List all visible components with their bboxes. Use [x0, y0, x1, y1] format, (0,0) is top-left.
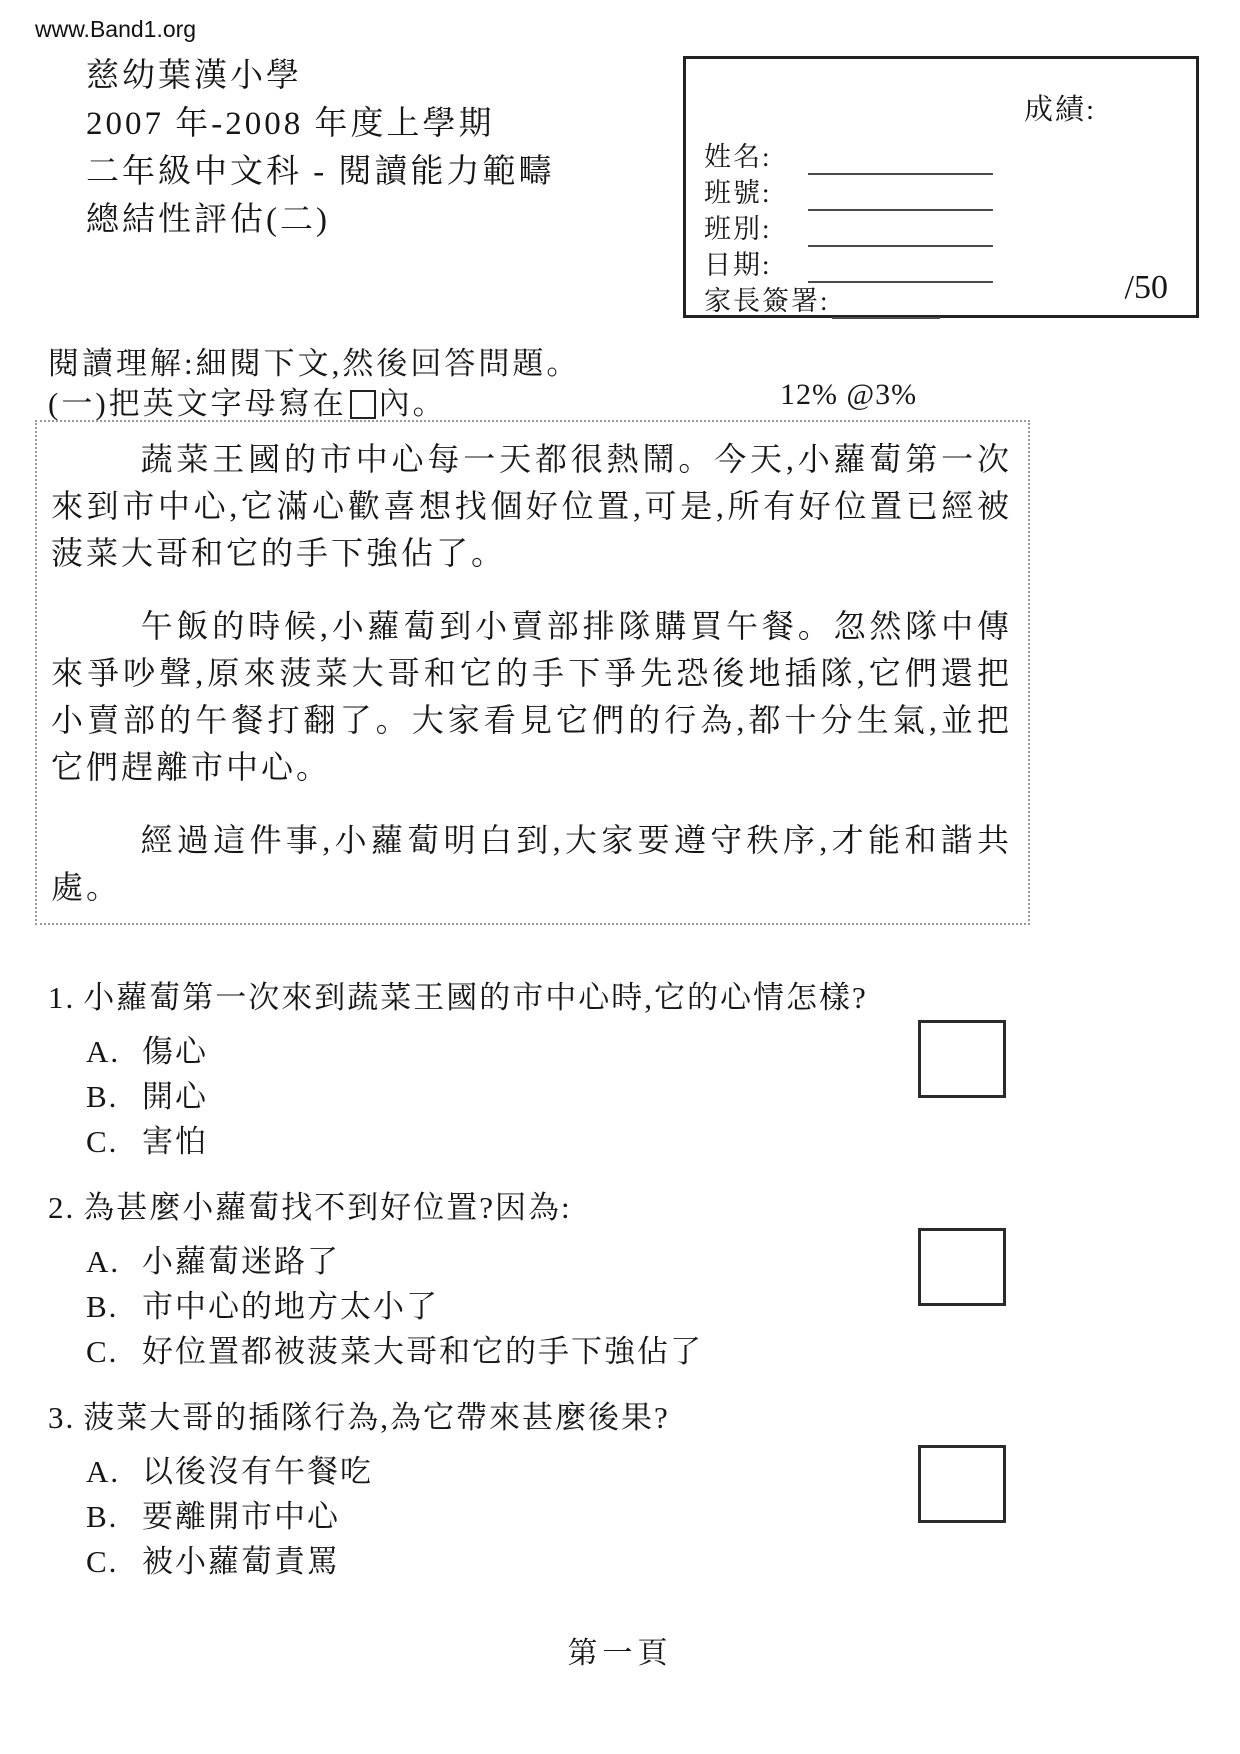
option-row [86, 1284, 1058, 1329]
option-row [86, 1494, 1058, 1539]
signature-label: 家長簽署: [704, 286, 830, 316]
reading-passage-box [35, 420, 1030, 925]
question-3 [48, 1392, 1058, 1584]
option-text: 害怕 [142, 1124, 208, 1159]
option-row [86, 1029, 1058, 1074]
passage-paragraph: 蔬菜王國的市中心每一天都很熱鬧。今天,小蘿蔔第一次來到市中心,它滿心歡喜想找個好位置,可是,所有好位置已經被菠菜大哥和它的手下強佔了。 [51, 441, 1012, 571]
question-3-options [86, 1449, 1058, 1584]
watermark: www.Band1.org [35, 16, 197, 42]
option-row [86, 1449, 1058, 1494]
field-row-date [704, 247, 1182, 283]
option-text: 傷心 [142, 1034, 208, 1069]
option-letter: A. [86, 1034, 121, 1069]
question-3-answer-box [918, 1445, 1006, 1523]
class-blank-line [808, 217, 993, 247]
info-rows [704, 139, 1182, 319]
exam-subject: 二年級中文科 - 閱讀能力範疇 [86, 154, 555, 190]
option-row [86, 1539, 1058, 1584]
option-text: 被小蘿蔔責罵 [142, 1544, 340, 1579]
option-text: 以後沒有午餐吃 [142, 1454, 373, 1489]
question-1-number: 1. [48, 980, 76, 1015]
option-letter: A. [86, 1244, 121, 1279]
option-row [86, 1119, 1058, 1164]
exam-header [86, 52, 555, 244]
student-info-box [683, 56, 1199, 318]
section-instruction-prefix: (一)把英文字母寫在 [48, 386, 347, 421]
school-name: 慈幼葉漢小學 [86, 58, 302, 94]
question-1-options [86, 1029, 1058, 1164]
field-row-name [704, 139, 1182, 175]
option-row [86, 1074, 1058, 1119]
option-letter: C. [86, 1544, 119, 1579]
question-2 [48, 1182, 1058, 1374]
option-letter: C. [86, 1334, 119, 1369]
option-row [86, 1239, 1058, 1284]
question-3-text: 菠菜大哥的插隊行為,為它帶來甚麼後果? [83, 1400, 670, 1435]
question-2-number: 2. [48, 1190, 76, 1225]
class-no-blank-line [808, 181, 993, 211]
name-label: 姓名: [704, 142, 772, 172]
question-1-line [48, 972, 1058, 1017]
field-row-class-no [704, 175, 1182, 211]
exam-year: 2007 年-2008 年度上學期 [86, 106, 495, 142]
option-text: 市中心的地方太小了 [142, 1289, 439, 1324]
passage-paragraph: 經過這件事,小蘿蔔明白到,大家要遵守秩序,才能和諧共處。 [51, 822, 1012, 905]
passage-paragraph: 午飯的時候,小蘿蔔到小賣部排隊購買午餐。忽然隊中傳來爭吵聲,原來菠菜大哥和它的手下爭先恐後地插隊,它們還把小賣部的午餐打翻了。大家看見它們的行為,都十分生氣,並把它們趕離市中心。 [51, 608, 1012, 785]
option-text: 小蘿蔔迷路了 [142, 1244, 340, 1279]
date-blank-line [808, 253, 993, 283]
question-2-options [86, 1239, 1058, 1374]
question-2-answer-box [918, 1228, 1006, 1306]
section-instruction-suffix: 內。 [378, 386, 447, 421]
option-letter: B. [86, 1289, 119, 1324]
option-text: 好位置都被菠菜大哥和它的手下強佔了 [142, 1334, 703, 1369]
question-2-line [48, 1182, 1058, 1227]
instruction-heading: 閱讀理解:細閱下文,然後回答問題。 [48, 346, 581, 381]
option-text: 開心 [142, 1079, 208, 1114]
name-blank-line [808, 145, 993, 175]
question-3-number: 3. [48, 1400, 76, 1435]
field-row-signature [704, 283, 1182, 319]
question-1 [48, 972, 1058, 1164]
option-letter: C. [86, 1124, 119, 1159]
marks-weight: 12% @3% [780, 378, 918, 411]
option-letter: A. [86, 1454, 121, 1489]
option-text: 要離開市中心 [142, 1499, 340, 1534]
class-no-label: 班號: [704, 178, 772, 208]
date-label: 日期: [704, 250, 772, 280]
option-row [86, 1329, 1058, 1374]
field-row-class [704, 211, 1182, 247]
question-2-text: 為甚麼小蘿蔔找不到好位置?因為: [83, 1190, 572, 1225]
class-label: 班別: [704, 214, 772, 244]
option-letter: B. [86, 1079, 119, 1114]
question-3-line [48, 1392, 1058, 1437]
question-1-text: 小蘿蔔第一次來到蔬菜王國的市中心時,它的心情怎樣? [83, 980, 868, 1015]
question-1-answer-box [918, 1020, 1006, 1098]
exam-title: 總結性評估(二) [86, 202, 330, 238]
score-label: 成績: [1023, 94, 1096, 126]
option-letter: B. [86, 1499, 119, 1534]
signature-blank-line [832, 289, 940, 319]
answer-square-icon [350, 390, 376, 419]
total-score: /50 [1124, 269, 1168, 306]
page-footer: 第一頁 [567, 1637, 673, 1670]
